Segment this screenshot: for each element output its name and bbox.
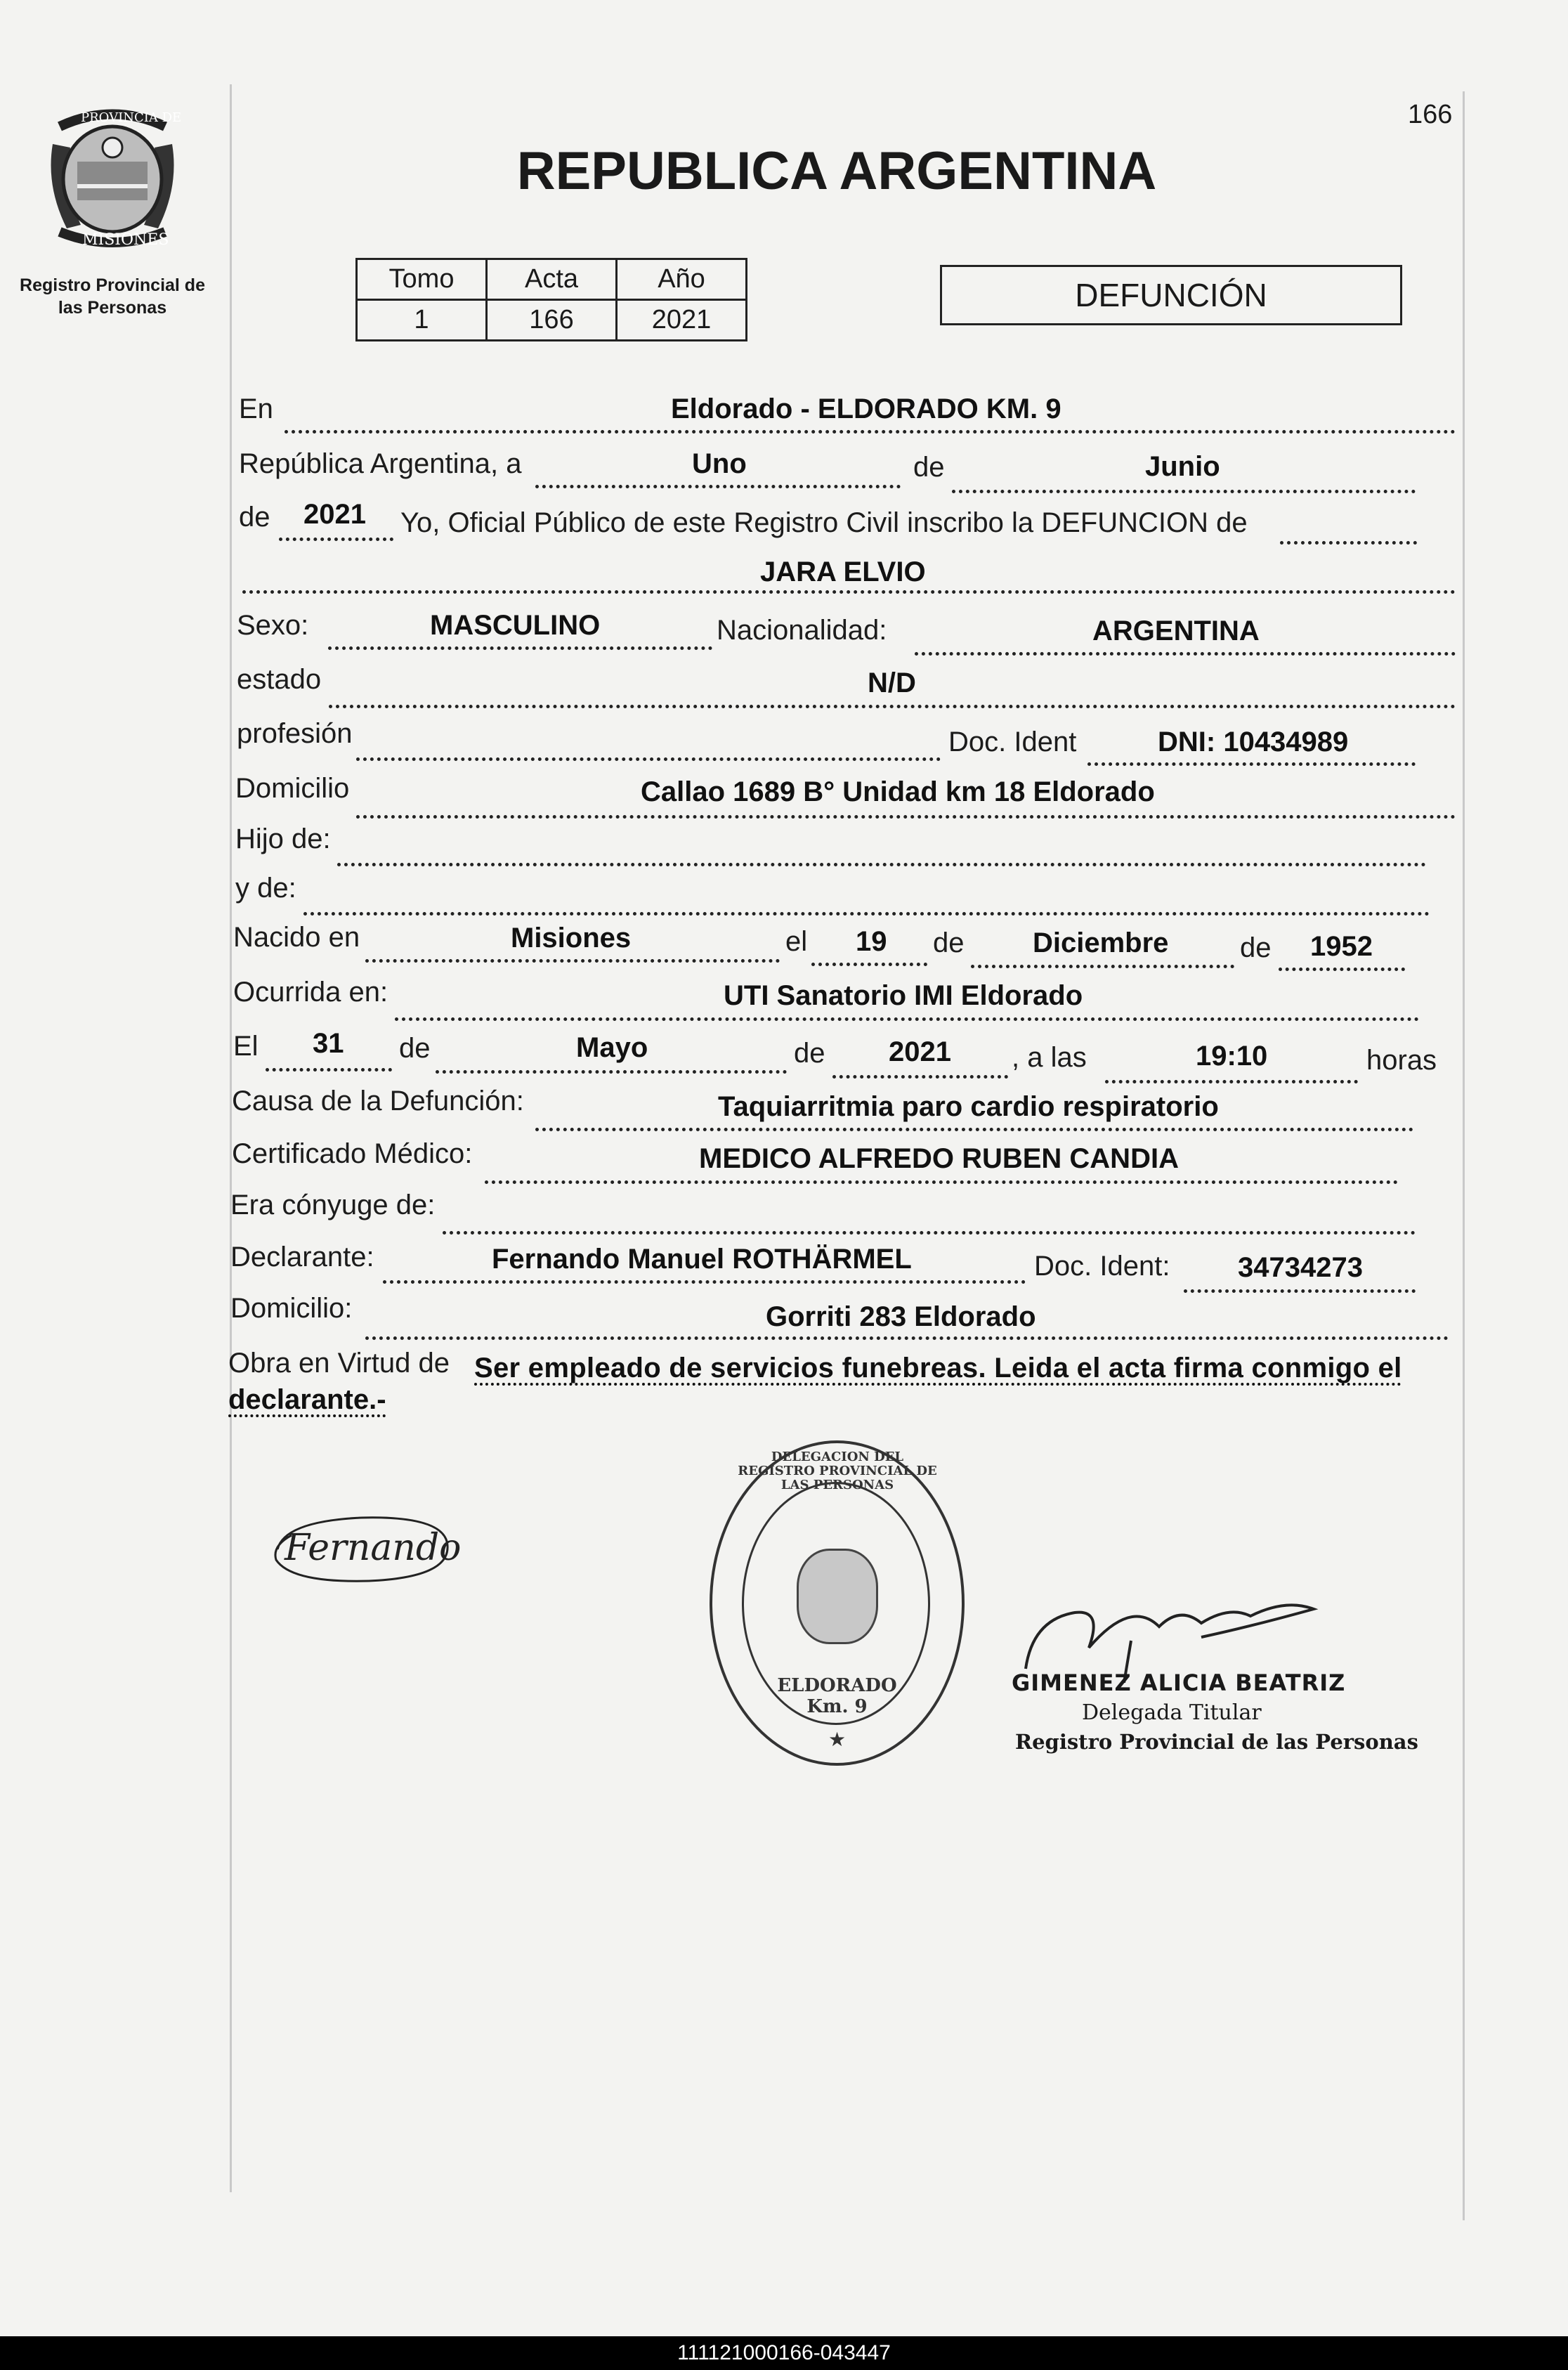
de-label-2: de: [239, 502, 270, 533]
header-tomo: Tomo: [357, 259, 487, 300]
record-type: DEFUNCIÓN: [1075, 277, 1267, 313]
hijo-label: Hijo de:: [235, 823, 331, 854]
profesion-label: profesión: [237, 718, 353, 749]
domicilio-value: Callao 1689 B° Unidad km 18 Eldorado: [641, 776, 1155, 807]
decl-dom-label: Domicilio:: [230, 1293, 353, 1324]
nac-dia-dots: [811, 963, 927, 966]
en-dots: [285, 430, 1456, 434]
yde-label: y de:: [235, 873, 296, 904]
de-label-6: de: [794, 1038, 825, 1069]
declarante-dots: [383, 1280, 1026, 1284]
register-table: [355, 258, 747, 341]
obra-label: Obra en Virtud de: [228, 1348, 450, 1379]
ocurrida-dots: [395, 1017, 1419, 1021]
el2-label: El: [233, 1031, 259, 1062]
registry-label-line1: Registro Provincial de: [20, 275, 205, 295]
decl-doc-label: Doc. Ident:: [1034, 1251, 1170, 1282]
profesion-dots: [356, 757, 941, 761]
hijo-dots: [337, 863, 1426, 866]
nacido-dots: [365, 959, 780, 963]
stamp-location: ELDORADO Km. 9: [777, 1675, 897, 1717]
hora-dots: [1105, 1080, 1358, 1083]
domicilio-dots: [356, 815, 1456, 819]
causa-value: Taquiarritmia paro cardio respiratorio: [718, 1091, 1219, 1122]
certificado-label: Certificado Médico:: [232, 1138, 473, 1169]
sexo-dots: [328, 646, 712, 650]
alas-label: , a las: [1012, 1042, 1087, 1073]
de-label-4: de: [1240, 932, 1272, 963]
stamp-emblem: [797, 1549, 878, 1644]
nac-anio-value: 1952: [1310, 931, 1373, 962]
obra-line1: Ser empleado de servicios funebreas. Leida el acta firma conmigo el: [474, 1353, 1402, 1383]
dia-dots: [535, 485, 901, 488]
conyuge-label: Era cónyuge de:: [230, 1190, 436, 1220]
nacionalidad-value: ARGENTINA: [1092, 616, 1260, 646]
hora-value: 19:10: [1196, 1041, 1268, 1072]
horas-label: horas: [1366, 1045, 1437, 1076]
estado-value: N/D: [868, 668, 916, 698]
yo-text: Yo, Oficial Público de este Registro Civil inscribo la DEFUNCION de: [400, 507, 1248, 538]
page-title: REPUBLICA ARGENTINA: [516, 141, 1157, 201]
nac-mes-dots: [971, 965, 1234, 968]
nac-mes-value: Diciembre: [1033, 927, 1169, 958]
official-org: Registro Provincial de las Personas: [1015, 1730, 1418, 1754]
republica-label: República Argentina, a: [239, 448, 522, 479]
official-name: GIMENEZ ALICIA BEATRIZ: [1012, 1669, 1346, 1696]
value-acta: 166: [487, 300, 617, 341]
mes-value: Junio: [1145, 451, 1220, 482]
el-label: el: [785, 926, 808, 957]
ocurrida-label: Ocurrida en:: [233, 977, 388, 1008]
page-number: 166: [1408, 100, 1453, 129]
registry-label-line2: las Personas: [58, 298, 167, 318]
certificado-value: MEDICO ALFREDO RUBEN CANDIA: [699, 1143, 1179, 1174]
dia-value: Uno: [692, 448, 747, 479]
doc-value: DNI: 10434989: [1158, 727, 1349, 757]
mes-dots: [952, 490, 1416, 493]
de-label-5: de: [399, 1033, 431, 1064]
nacido-label: Nacido en: [233, 922, 360, 953]
emblem-text-top: PROVINCIA DE: [81, 110, 182, 125]
declarante-signature: [263, 1507, 460, 1591]
def-dia-dots: [266, 1068, 392, 1072]
sexo-value: MASCULINO: [430, 610, 601, 641]
yde-dots: [303, 912, 1430, 916]
sexo-label: Sexo:: [237, 610, 309, 641]
yo-dots: [1280, 541, 1417, 545]
document-id-footer: [0, 2336, 1568, 2370]
decl-doc-value: 34734273: [1238, 1252, 1363, 1283]
official-role: Delegada Titular: [1082, 1700, 1262, 1725]
anio-dots: [279, 538, 393, 541]
estado-label: estado: [237, 664, 322, 695]
nac-anio-dots: [1279, 968, 1405, 971]
decl-dom-value: Gorriti 283 Eldorado: [766, 1301, 1036, 1332]
declarante-signature-text: Fernando: [285, 1527, 462, 1569]
nombre-dots: [242, 590, 1456, 594]
def-anio-value: 2021: [889, 1036, 951, 1067]
decl-dom-dots: [365, 1336, 1449, 1340]
official-stamp: [710, 1440, 965, 1766]
anio-value: 2021: [303, 499, 366, 530]
declarante-label: Declarante:: [230, 1242, 374, 1272]
nacido-value: Misiones: [511, 923, 632, 953]
official-signature: [1019, 1584, 1321, 1683]
def-dia-value: 31: [313, 1028, 344, 1059]
record-type-box: [940, 265, 1402, 325]
declarante-value: Fernando Manuel ROTHÄRMEL: [492, 1244, 912, 1275]
stamp-star-icon: ★: [828, 1728, 847, 1750]
estado-dots: [329, 705, 1456, 708]
value-tomo: 1: [357, 300, 487, 341]
nacionalidad-label: Nacionalidad:: [717, 615, 887, 646]
nac-dia-value: 19: [856, 926, 887, 957]
domicilio-label: Domicilio: [235, 773, 350, 804]
ocurrida-value: UTI Sanatorio IMI Eldorado: [724, 980, 1083, 1011]
de-label-1: de: [913, 452, 945, 483]
causa-label: Causa de la Defunción:: [232, 1086, 524, 1116]
obra-line2: declarante.-: [228, 1384, 386, 1415]
nacionalidad-dots: [915, 652, 1456, 656]
emblem-text-bottom: MISIONES: [82, 231, 169, 249]
right-margin-line: [1463, 91, 1465, 2220]
en-value: Eldorado - ELDORADO KM. 9: [671, 393, 1061, 424]
en-label: En: [239, 393, 273, 424]
stamp-text: DELEGACION DEL REGISTRO PROVINCIAL DE LAS PERSONAS: [738, 1450, 937, 1492]
de-label-3: de: [933, 927, 965, 958]
decl-doc-dots: [1184, 1289, 1416, 1293]
document-id: 111121000166-043447: [677, 2341, 891, 2364]
def-mes-dots: [436, 1070, 787, 1074]
nombre-value: JARA ELVIO: [760, 556, 926, 587]
value-anio: 2021: [617, 300, 747, 341]
conyuge-dots: [443, 1231, 1416, 1235]
doc-dots: [1087, 762, 1416, 766]
def-mes-value: Mayo: [576, 1032, 648, 1063]
registry-label: [0, 274, 225, 319]
header-acta: Acta: [487, 259, 617, 300]
def-anio-dots: [832, 1075, 1008, 1079]
doc-label: Doc. Ident: [948, 727, 1077, 757]
certificado-dots: [485, 1180, 1398, 1184]
causa-dots: [535, 1128, 1413, 1131]
header-anio: Año: [617, 259, 747, 300]
